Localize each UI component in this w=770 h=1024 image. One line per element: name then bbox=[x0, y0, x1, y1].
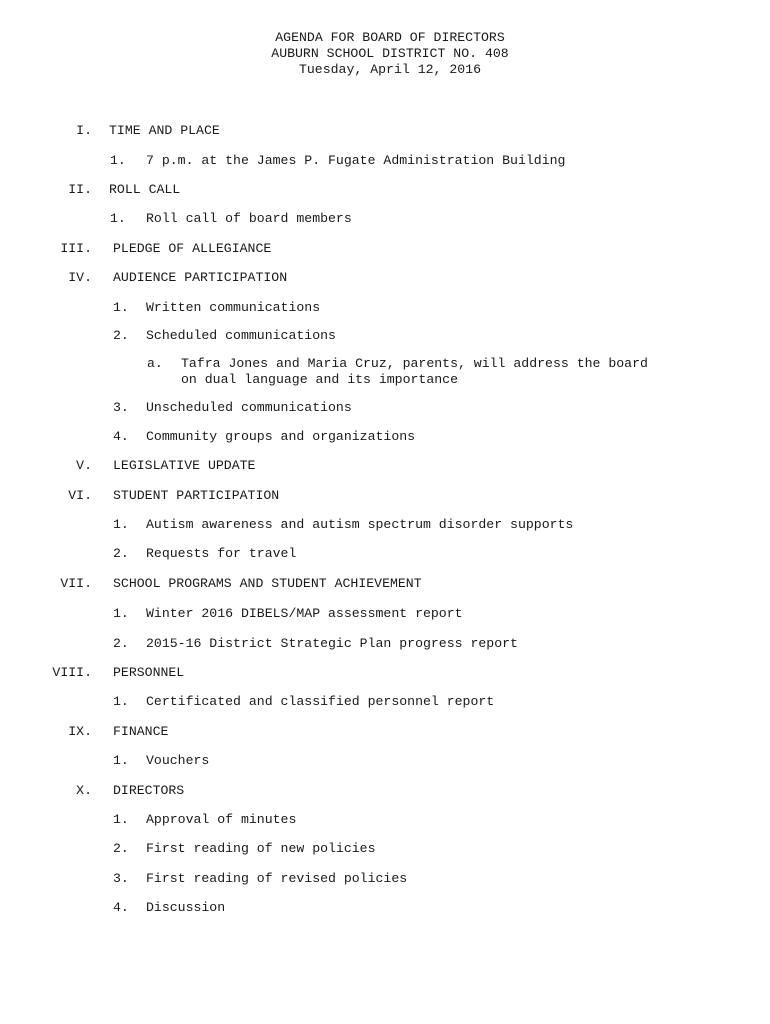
item-text: 7 p.m. at the James P. Fugate Administration Building bbox=[146, 153, 566, 168]
header-title: AGENDA FOR BOARD OF DIRECTORS bbox=[275, 30, 505, 45]
section-title: PERSONNEL bbox=[113, 665, 185, 680]
item-text: First reading of revised policies bbox=[146, 871, 408, 886]
section-numeral: VII. bbox=[60, 576, 92, 591]
header-date: Tuesday, April 12, 2016 bbox=[298, 62, 482, 77]
item-number: 1. bbox=[113, 517, 129, 532]
item-number: 1. bbox=[113, 753, 129, 768]
agenda-header bbox=[0, 30, 770, 78]
section-numeral: IX. bbox=[68, 724, 92, 739]
section-title: PLEDGE OF ALLEGIANCE bbox=[113, 241, 272, 256]
item-number: 2. bbox=[113, 636, 129, 651]
item-number: 3. bbox=[113, 400, 129, 415]
section-title: DIRECTORS bbox=[113, 783, 185, 798]
item-text: Approval of minutes bbox=[146, 812, 297, 827]
item-number: 1. bbox=[113, 694, 129, 709]
item-text: Roll call of board members bbox=[146, 211, 352, 226]
item-number: 2. bbox=[113, 328, 129, 343]
item-text: Unscheduled communications bbox=[146, 400, 352, 415]
item-number: 3. bbox=[113, 871, 129, 886]
section-title: FINANCE bbox=[113, 724, 169, 739]
section-numeral: X. bbox=[76, 783, 92, 798]
section-title: SCHOOL PROGRAMS AND STUDENT ACHIEVEMENT bbox=[113, 576, 422, 591]
item-text: Certificated and classified personnel report bbox=[146, 694, 495, 709]
section-numeral: V. bbox=[76, 458, 92, 473]
item-number: 4. bbox=[113, 429, 129, 444]
item-text: First reading of new policies bbox=[146, 841, 376, 856]
item-number: 1. bbox=[110, 211, 126, 226]
section-numeral: VI. bbox=[68, 488, 92, 503]
item-text: Winter 2016 DIBELS/MAP assessment report bbox=[146, 606, 463, 621]
section-numeral: VIII. bbox=[52, 665, 92, 680]
section-title: AUDIENCE PARTICIPATION bbox=[113, 270, 288, 285]
subitem-text-continued: on dual language and its importance bbox=[181, 372, 458, 387]
item-number: 2. bbox=[113, 841, 129, 856]
section-numeral: I. bbox=[76, 123, 92, 138]
section-numeral: III. bbox=[60, 241, 92, 256]
item-text: Scheduled communications bbox=[146, 328, 336, 343]
item-text: Requests for travel bbox=[146, 546, 297, 561]
header-district: AUBURN SCHOOL DISTRICT NO. 408 bbox=[271, 46, 509, 61]
item-text: 2015-16 District Strategic Plan progress report bbox=[146, 636, 518, 651]
subitem-letter: a. bbox=[147, 356, 163, 371]
item-number: 1. bbox=[113, 300, 129, 315]
subitem-text: Tafra Jones and Maria Cruz, parents, will address the board bbox=[181, 356, 648, 371]
section-title: ROLL CALL bbox=[109, 182, 181, 197]
item-text: Vouchers bbox=[146, 753, 210, 768]
section-title: TIME AND PLACE bbox=[109, 123, 220, 138]
section-title: LEGISLATIVE UPDATE bbox=[113, 458, 256, 473]
item-number: 1. bbox=[113, 812, 129, 827]
item-number: 4. bbox=[113, 900, 129, 915]
section-title: STUDENT PARTICIPATION bbox=[113, 488, 280, 503]
item-text: Discussion bbox=[146, 900, 226, 915]
item-number: 2. bbox=[113, 546, 129, 561]
item-text: Autism awareness and autism spectrum disorder supports bbox=[146, 517, 574, 532]
item-text: Community groups and organizations bbox=[146, 429, 416, 444]
section-numeral: II. bbox=[68, 182, 92, 197]
section-numeral: IV. bbox=[68, 270, 92, 285]
item-number: 1. bbox=[110, 153, 126, 168]
item-number: 1. bbox=[113, 606, 129, 621]
item-text: Written communications bbox=[146, 300, 321, 315]
